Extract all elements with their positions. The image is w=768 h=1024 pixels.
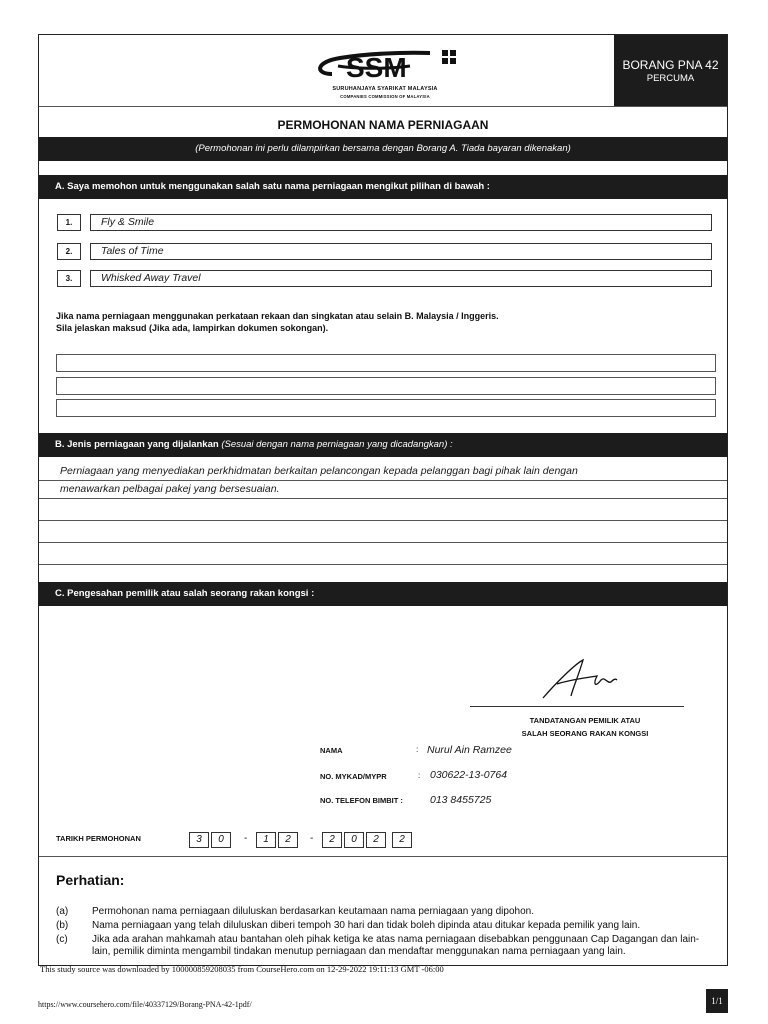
colon: : [416, 745, 419, 754]
ssm-logo-icon [310, 44, 460, 86]
page-number: 1/1 [706, 989, 728, 1013]
form-frame [38, 34, 728, 966]
signature-caption [470, 714, 700, 740]
page-title: PERMOHONAN NAMA PERNIAGAAN [277, 118, 489, 132]
date-digit[interactable]: 2 [392, 832, 412, 848]
form-fee: PERCUMA [646, 73, 695, 84]
signature-line[interactable] [470, 706, 684, 707]
date-separator: - [244, 833, 248, 844]
date-digit[interactable]: 0 [344, 832, 364, 848]
org-name-en: COMPANIES COMMISSION OF MALAYSIA [340, 94, 430, 99]
ruled-line [39, 520, 727, 521]
ruled-line [39, 542, 727, 543]
phone-label: NO. TELEFON BIMBIT : [320, 796, 403, 805]
note-item [56, 906, 716, 918]
date-digit[interactable]: 2 [366, 832, 386, 848]
explanation-field-1[interactable] [56, 354, 716, 372]
date-label: TARIKH PERMOHONAN [56, 834, 141, 843]
note-item [56, 934, 716, 960]
business-desc-line-1[interactable]: Perniagaan yang menyediakan perkhidmatan berkaitan pelancongan kepada pelanggan bagi pihak lain dengan [60, 465, 578, 477]
choice-number: 3. [57, 270, 81, 287]
page-url[interactable]: https://www.coursehero.com/file/40337129/Borang-PNA-42-1pdf/ [38, 1000, 252, 1009]
signature-caption-2: SALAH SEORANG RAKAN KONGSI [521, 729, 649, 738]
note-key: (b) [56, 920, 69, 931]
note-text: Jika ada arahan mahkamah atau bantahan oleh pihak ketiga ke atas nama perniagaan disebabkan penggunaan Cap Dagangan dan lain-lain, pemilik diminta mengambil tindakan menutup perniagaan dan mendaftar menggunakan nama perniagaan yang lain. [92, 934, 700, 957]
business-desc-line-2[interactable]: menawarkan pelbagai pakej yang bersesuaian. [60, 483, 280, 495]
section-a-heading: A. Saya memohon untuk menggunakan salah satu nama perniagaan mengikut pilihan di bawah : [39, 175, 727, 199]
phone-value[interactable]: 013 8455725 [430, 794, 492, 806]
explain-text-1: Jika nama perniagaan menggunakan perkataan rekaan dan singkatan atau selain B. Malaysia / Inggeris. [56, 311, 499, 321]
choice-number: 2. [57, 243, 81, 260]
date-digit[interactable]: 3 [189, 832, 209, 848]
section-b-heading [39, 433, 727, 457]
instruction-note: (Permohonan ini perlu dilampirkan bersama dengan Borang A. Tiada bayaran dikenakan) [39, 137, 727, 161]
choice-name-field-1[interactable]: Fly & Smile [90, 214, 712, 231]
ic-value[interactable]: 030622-13-0764 [430, 769, 508, 781]
choice-name-field-2[interactable]: Tales of Time [90, 243, 712, 260]
note-text: Nama perniagaan yang telah diluluskan diberi tempoh 30 hari dan tidak boleh dipinda atau ditukar kepada pemilik yang lain. [92, 920, 641, 931]
explanation-field-3[interactable] [56, 399, 716, 417]
colon: : [418, 771, 421, 780]
name-value[interactable]: Nurul Ain Ramzee [427, 744, 512, 756]
date-digit[interactable]: 0 [211, 832, 231, 848]
ruled-line [39, 498, 727, 499]
explain-text-2: Sila jelaskan maksud (Jika ada, lampirkan dokumen sokongan). [56, 323, 329, 333]
date-digit[interactable]: 1 [256, 832, 276, 848]
form-code-box [614, 35, 727, 106]
date-digit[interactable]: 2 [278, 832, 298, 848]
download-source: This study source was downloaded by 100000859208035 from CourseHero.com on 12-29-2022 19:11:13 GMT -06:00 [40, 964, 444, 974]
note-key: (a) [56, 906, 69, 917]
choice-number: 1. [57, 214, 81, 231]
divider [39, 106, 727, 107]
ssm-logo [310, 44, 460, 102]
divider [39, 856, 727, 857]
note-key: (c) [56, 934, 68, 945]
section-b-note: (Sesuai dengan nama perniagaan yang dicadangkan) : [221, 439, 453, 450]
ruled-line [39, 564, 727, 565]
signature-icon [535, 654, 625, 704]
note-item [56, 920, 716, 932]
svg-text:SSM: SSM [346, 52, 407, 83]
note-text: Permohonan nama perniagaan diluluskan berdasarkan keutamaan nama perniagaan yang dipohon. [92, 906, 534, 917]
signature-caption-1: TANDATANGAN PEMILIK ATAU [529, 716, 641, 725]
choice-name-field-3[interactable]: Whisked Away Travel [90, 270, 712, 287]
section-b-title: B. Jenis perniagaan yang dijalankan [55, 439, 219, 450]
notes-heading: Perhatian: [56, 872, 125, 888]
explanation-field-2[interactable] [56, 377, 716, 395]
date-digit[interactable]: 2 [322, 832, 342, 848]
date-separator: - [310, 833, 314, 844]
name-label: NAMA [320, 746, 343, 755]
form-code: BORANG PNA 42 [622, 58, 719, 72]
section-c-heading: C. Pengesahan pemilik atau salah seorang rakan kongsi : [39, 582, 727, 606]
org-name: SURUHANJAYA SYARIKAT MALAYSIA [332, 86, 438, 92]
ic-label: NO. MYKAD/MYPR [320, 772, 387, 781]
